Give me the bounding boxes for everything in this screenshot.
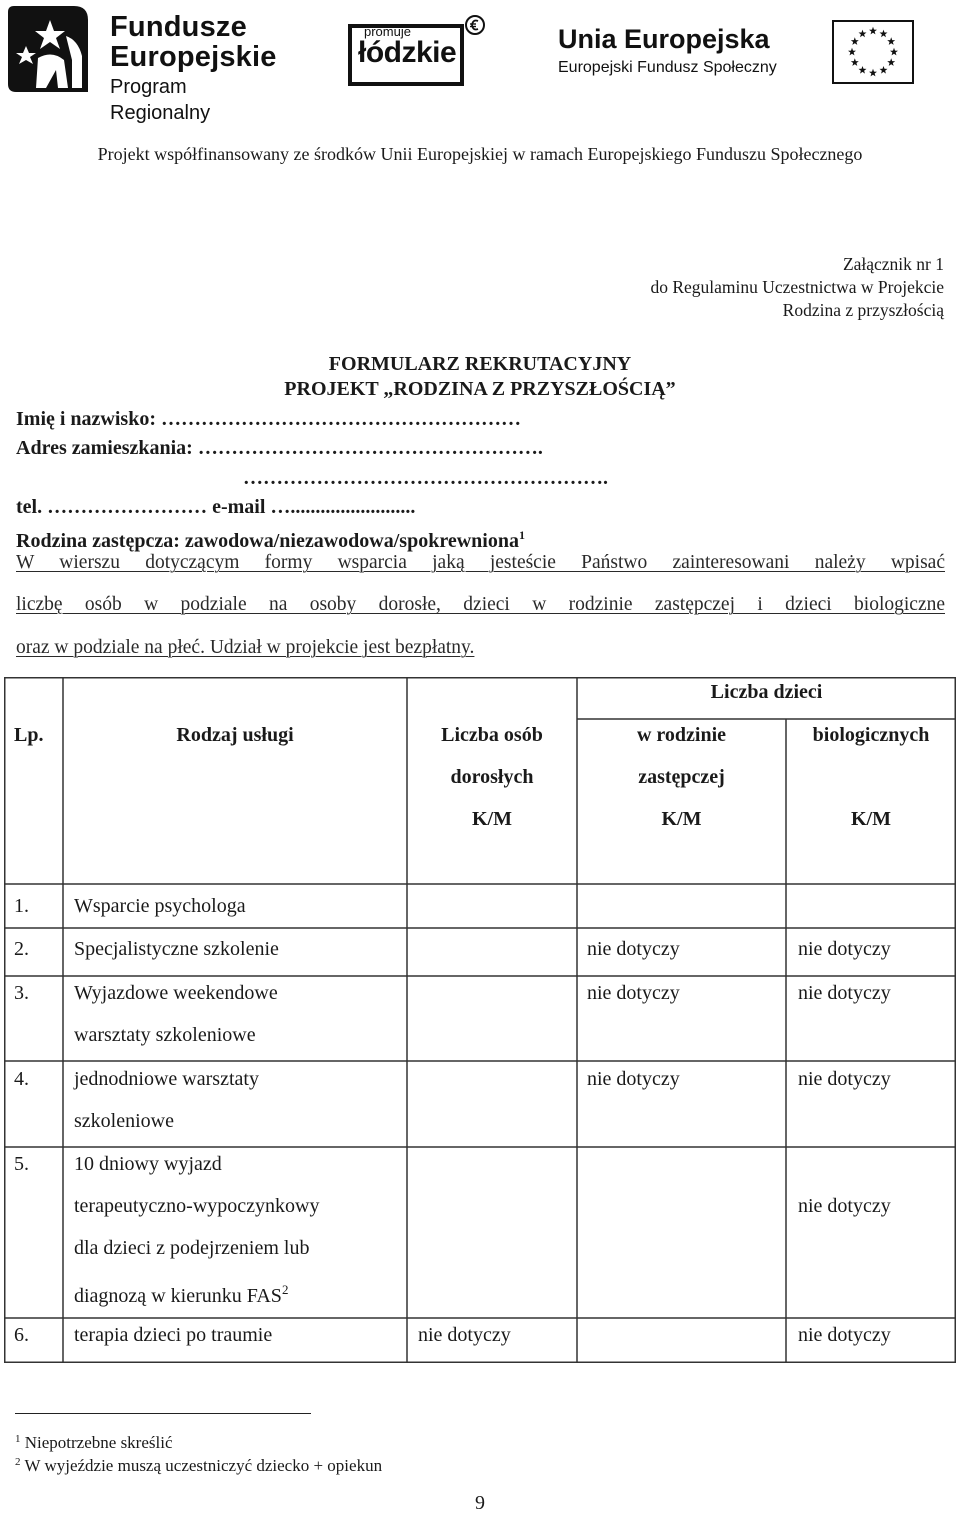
annex-reference <box>650 253 944 322</box>
row4-adults-input[interactable] <box>407 1061 577 1147</box>
row3-service-line2: warsztaty szkoleniowe <box>74 1024 256 1046</box>
address-continuation-field[interactable]: ………………………………………………. <box>243 467 608 489</box>
contact-field[interactable]: tel. …………………… e-mail …......................... <box>16 496 416 518</box>
header-foster-line3: K/M <box>661 808 702 830</box>
form-title: FORMULARZ REKRUTACYJNY <box>328 353 632 375</box>
name-field[interactable]: Imię i nazwisko: ……………………………………………… <box>16 408 521 430</box>
instruction-line2: liczbę osób w podziale na osoby dorosłe, dzieci w rodzinie zastępczej i dzieci biologiczne <box>16 594 945 615</box>
row3-foster: nie dotyczy <box>587 982 680 1004</box>
fundusze-europejskie-text <box>110 12 292 126</box>
family-type-text: Rodzina zastępcza: zawodowa/niezawodowa/spokrewniona <box>16 530 519 552</box>
row2-foster: nie dotyczy <box>587 938 680 960</box>
footnote-2-text: W wyjeździe muszą uczestniczyć dziecko + opiekun <box>24 1456 383 1475</box>
address-field[interactable]: Adres zamieszkania: ……………………………………………. <box>16 437 543 459</box>
annex-line2: do Regulaminu Uczestnictwa w Projekcie <box>650 277 944 297</box>
page-number: 9 <box>475 1492 485 1514</box>
header-foster-line1: w rodzinie <box>636 724 727 746</box>
row5-service-line1: 10 dniowy wyjazd <box>74 1153 222 1175</box>
header-foster-line2: zastępczej <box>638 766 725 788</box>
instruction-line3: oraz w podziale na płeć. Udział w projekcie jest bezpłatny. <box>16 637 475 658</box>
family-type-field[interactable] <box>16 523 525 553</box>
fe-logo-line1: Fundusze <box>110 11 247 43</box>
fe-logo-line3: Program Regionalny <box>110 76 211 124</box>
unia-europejska-text <box>558 24 777 80</box>
row5-bio: nie dotyczy <box>798 1195 891 1217</box>
row4-foster: nie dotyczy <box>587 1068 680 1090</box>
row5-service-line3: dla dzieci z podejrzeniem lub <box>74 1237 310 1259</box>
lodzkie-logo-big-text: łódzkie <box>358 36 457 69</box>
row6-service: terapia dzieci po traumie <box>74 1324 273 1346</box>
row4-lp: 4. <box>14 1068 29 1090</box>
services-table <box>4 677 956 1363</box>
row1-bio-input[interactable] <box>786 884 956 928</box>
ue-logo-line2: Europejski Fundusz Społeczny <box>558 59 777 76</box>
row6-lp: 6. <box>14 1324 29 1346</box>
row6-bio: nie dotyczy <box>798 1324 891 1346</box>
euro-circle-icon <box>464 14 486 36</box>
fundusze-europejskie-logo <box>2 0 292 124</box>
row3-lp: 3. <box>14 982 29 1004</box>
footnote-1-text: Niepotrzebne skreślić <box>24 1433 173 1452</box>
row1-lp: 1. <box>14 895 29 917</box>
annex-line3: Rodzina z przyszłością <box>782 300 944 320</box>
row3-adults-input[interactable] <box>407 976 577 1061</box>
ue-logo-line1: Unia Europejska <box>558 24 770 54</box>
header-bio-line1: biologicznych <box>812 724 930 746</box>
lodzkie-logo-small-text: promuje <box>364 24 411 39</box>
footnote-ref-2: 2 <box>281 1282 289 1297</box>
footnote-1-marker: 1 <box>15 1433 21 1445</box>
footnote-separator <box>15 1413 311 1414</box>
promuje-lodzkie-logo <box>348 14 488 88</box>
annex-line1: Załącznik nr 1 <box>842 254 944 274</box>
row5-lp: 5. <box>14 1153 29 1175</box>
header-adults-line3: K/M <box>472 808 512 830</box>
unia-europejska-logo <box>558 20 918 90</box>
header-adults-line1: Liczba osób <box>441 724 543 746</box>
row1-service: Wsparcie psychologa <box>74 895 246 917</box>
row2-adults-input[interactable] <box>407 928 577 976</box>
cofinancing-statement: Projekt współfinansowany ze środków Unii Europejskiej w ramach Europejskiego Funduszu Społecznego <box>97 144 863 164</box>
row2-service: Specjalistyczne szkolenie <box>74 938 279 960</box>
footnote-ref-1: 1 <box>518 528 525 542</box>
project-title: PROJEKT „RODZINA Z PRZYSZŁOŚCIĄ” <box>284 378 676 400</box>
row6-foster-input[interactable] <box>577 1318 786 1363</box>
footnote-2-marker: 2 <box>15 1456 21 1468</box>
header-bio-line3: K/M <box>851 808 891 830</box>
row5-service-line4 <box>74 1269 288 1317</box>
row4-service-line2: szkoleniowe <box>74 1110 174 1132</box>
row2-bio: nie dotyczy <box>798 938 891 960</box>
header-adults-line2: dorosłych <box>450 766 534 788</box>
row4-bio: nie dotyczy <box>798 1068 891 1090</box>
row5-service-line2: terapeutyczno-wypoczynkowy <box>74 1195 320 1217</box>
row2-lp: 2. <box>14 938 29 960</box>
row6-adults: nie dotyczy <box>418 1324 511 1346</box>
row5-adults-input[interactable] <box>407 1147 577 1318</box>
row1-foster-input[interactable] <box>577 884 786 928</box>
row5-service-line4-text: diagnozą w kierunku FAS <box>74 1285 282 1307</box>
row3-bio: nie dotyczy <box>798 982 891 1004</box>
eu-flag-icon <box>832 20 914 84</box>
header-children-group: Liczba dzieci <box>710 681 823 703</box>
row4-service-line1: jednodniowe warsztaty <box>74 1068 259 1090</box>
row5-foster-input[interactable] <box>577 1147 786 1318</box>
row1-adults-input[interactable] <box>407 884 577 928</box>
row3-service-line1: Wyjazdowe weekendowe <box>74 982 278 1004</box>
instruction-line1: W wierszu dotyczącym formy wsparcia jaką jesteście Państwo zainteresowani należy wpisać <box>16 552 945 573</box>
header-lp: Lp. <box>14 724 44 746</box>
header-service: Rodzaj usługi <box>176 724 294 746</box>
fundusze-europejskie-mark-icon <box>2 0 92 98</box>
fe-logo-line2: Europejskie <box>110 41 277 73</box>
footnote-2 <box>15 1451 382 1477</box>
